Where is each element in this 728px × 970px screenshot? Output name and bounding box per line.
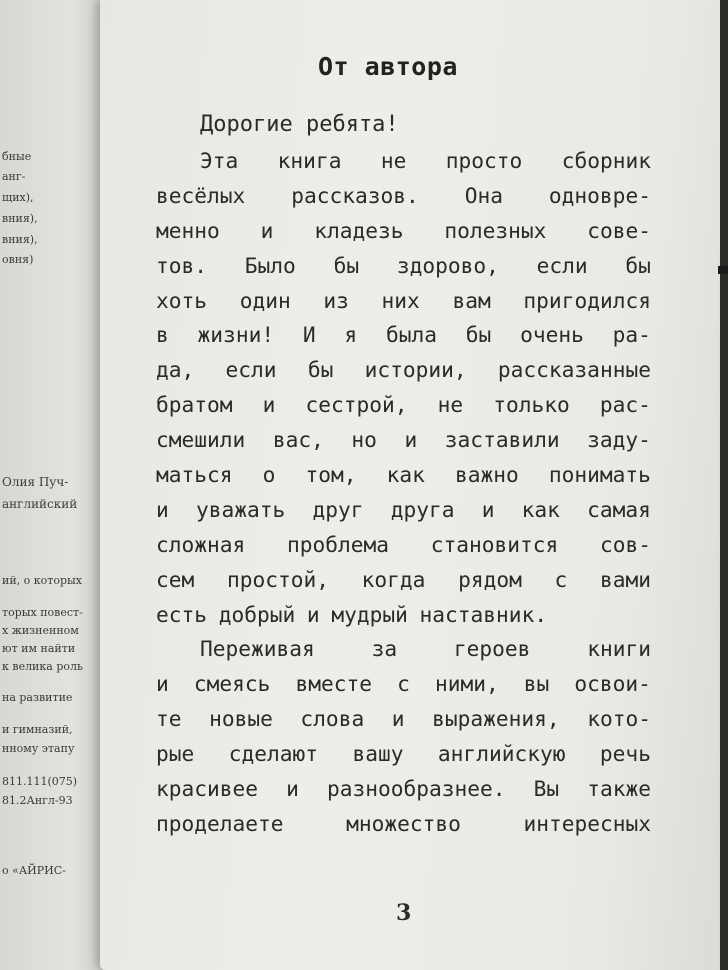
text-word: и <box>404 427 418 453</box>
text-word: в <box>156 322 169 348</box>
text-word: рассказанные <box>497 357 651 383</box>
text-word: братом <box>156 392 233 418</box>
text-word: здорово, <box>396 252 499 278</box>
left-page-fragment: к велика роль <box>2 660 83 673</box>
text-word: и <box>481 496 495 522</box>
page-number: 3 <box>396 900 412 926</box>
text-word: заставили <box>444 427 560 453</box>
text-word: да, <box>156 357 195 383</box>
text-word: множество <box>346 810 461 836</box>
text-word: те <box>156 706 182 732</box>
text-word: понимать <box>548 462 651 488</box>
text-line <box>156 563 651 598</box>
text-word: смеясь <box>193 671 271 697</box>
text-word: том, <box>305 462 357 488</box>
text-word: вашу <box>352 741 404 767</box>
text-word: Было <box>244 252 296 278</box>
text-word: тов. <box>156 252 208 278</box>
text-word: есть <box>156 601 208 627</box>
text-line <box>156 179 651 214</box>
text-word: как <box>386 462 425 488</box>
text-word: интересных <box>523 810 651 836</box>
text-word: кото- <box>587 706 651 732</box>
text-word: проблема <box>286 531 390 557</box>
text-word: рассказов. <box>291 182 419 208</box>
text-word: один <box>239 287 291 313</box>
text-word: друга <box>390 496 455 522</box>
text-word: освои- <box>574 671 651 697</box>
text-word: сове- <box>587 217 651 243</box>
text-line <box>156 388 651 423</box>
left-page-fragment: нному этапу <box>2 742 75 755</box>
text-word: но <box>351 427 377 453</box>
text-word: не <box>437 392 464 418</box>
text-word: только <box>493 392 570 418</box>
text-line <box>156 632 651 667</box>
text-line <box>156 807 651 842</box>
left-page-fragment: анг- <box>2 170 26 183</box>
text-word: сборник <box>561 148 651 173</box>
left-page-fragment: на развитие <box>2 691 73 704</box>
text-line <box>156 737 651 772</box>
text-word: вместе <box>295 671 373 697</box>
left-page-fragment: ий, о которых <box>2 574 82 587</box>
text-word: бы <box>625 252 651 278</box>
text-word: книга <box>277 148 342 173</box>
left-page-fragment: 811.111(075) <box>2 775 78 788</box>
text-word: наставник. <box>419 601 548 627</box>
text-line <box>156 423 651 458</box>
text-word: вами <box>599 566 651 592</box>
text-word: о <box>262 462 276 488</box>
text-word: Она <box>464 182 503 208</box>
left-page-fragment: о «АЙРИС- <box>2 864 66 877</box>
text-word: самая <box>587 496 651 522</box>
text-word: вы <box>523 671 550 697</box>
text-word: бы <box>307 357 334 383</box>
text-word: ра- <box>612 322 651 348</box>
text-word: маться <box>156 462 233 488</box>
text-word: вас, <box>272 427 324 453</box>
text-word: хоть <box>156 287 208 313</box>
text-word: была <box>385 322 437 348</box>
page-heading: От автора <box>318 52 458 81</box>
text-word: английскую <box>437 741 566 767</box>
text-line <box>156 353 651 388</box>
text-word: рядом <box>458 566 522 592</box>
text-line <box>156 318 651 353</box>
text-word: бы <box>465 322 492 348</box>
text-word: сем <box>156 566 195 592</box>
text-line <box>156 284 651 319</box>
text-word: и <box>260 217 274 243</box>
left-page-fragment: английский <box>2 497 78 511</box>
text-word: не <box>380 148 407 173</box>
text-word: Вы <box>533 776 560 802</box>
left-page-fragment: вния), <box>2 212 38 225</box>
text-word: разнообразнее. <box>326 776 506 802</box>
left-page-fragment: торых повест- <box>2 606 83 619</box>
text-word: новые <box>209 706 273 732</box>
text-word: полезных <box>444 217 547 243</box>
text-word: проделаете <box>156 810 284 836</box>
text-word: очень <box>520 322 584 348</box>
text-word: из <box>323 287 349 313</box>
text-word: я <box>344 322 358 348</box>
greeting-line: Дорогие ребята! <box>200 112 399 137</box>
text-word: одновре- <box>548 182 651 208</box>
text-word: героев <box>453 636 531 662</box>
text-word: кладезь <box>314 217 404 243</box>
text-word: и <box>286 776 299 802</box>
text-word: красивее <box>156 776 259 802</box>
text-word: и <box>262 392 276 418</box>
text-word: Переживая <box>200 636 315 662</box>
text-word: также <box>587 776 651 802</box>
left-page-fragment: ют им найти <box>2 642 76 655</box>
text-word: них <box>381 287 420 313</box>
text-word: ними, <box>434 671 499 697</box>
text-word: рые <box>156 741 195 767</box>
text-line <box>156 667 651 702</box>
text-word: истории, <box>364 357 467 383</box>
text-word: сделают <box>228 741 319 767</box>
text-word: как <box>521 496 560 522</box>
text-line <box>156 528 651 563</box>
text-word: рас- <box>599 392 651 418</box>
left-page-fragment: Олия Пуч- <box>2 475 69 489</box>
text-word: выражения, <box>432 706 560 732</box>
text-word: если <box>225 357 277 383</box>
text-word: с <box>554 566 568 592</box>
text-word: мудрый <box>331 601 408 627</box>
text-word: простой, <box>226 566 329 592</box>
text-line <box>156 214 651 249</box>
text-word: Эта <box>200 148 239 173</box>
left-page-fragment: бные <box>2 150 32 163</box>
text-line <box>156 144 651 179</box>
text-word: заду- <box>587 427 651 453</box>
right-shadow <box>720 0 728 970</box>
left-page-fragment: 81.2Англ-93 <box>2 794 73 807</box>
book-page <box>100 0 728 970</box>
text-line <box>156 493 651 528</box>
text-word: с <box>397 671 410 697</box>
text-word: и <box>391 706 405 732</box>
text-word: и <box>156 671 169 697</box>
text-word: уважать <box>195 496 286 522</box>
text-line <box>156 458 651 493</box>
left-page-fragment: овня) <box>2 253 34 266</box>
left-page-fragment: и гимназий, <box>2 723 73 736</box>
text-word: вам <box>452 287 491 313</box>
text-word: за <box>371 636 398 662</box>
text-word: речь <box>599 741 651 767</box>
text-word: важно <box>455 462 519 488</box>
text-word: книги <box>587 636 651 662</box>
text-line <box>156 702 651 737</box>
text-word: бы <box>333 252 360 278</box>
text-line <box>156 249 651 284</box>
text-line <box>156 598 651 633</box>
text-word: жизни! <box>197 322 275 348</box>
right-edge-mark <box>718 266 728 274</box>
text-word: пригодился <box>523 287 651 313</box>
text-word: весёлых <box>156 182 246 208</box>
text-word: И <box>302 322 316 348</box>
text-word: слова <box>300 706 365 732</box>
left-page-fragment: щих), <box>2 191 34 204</box>
text-word: сестрой, <box>305 392 408 418</box>
text-word: когда <box>361 566 426 592</box>
text-word: менно <box>156 217 220 243</box>
body-text <box>156 144 651 842</box>
text-line <box>156 772 651 807</box>
left-page-fragment: х жизненном <box>2 624 79 637</box>
text-word: просто <box>445 148 523 173</box>
text-word: добрый <box>218 601 296 627</box>
text-word: становится <box>430 531 559 557</box>
left-page-fragment: вния), <box>2 233 38 246</box>
text-word: и <box>156 496 169 522</box>
text-word: если <box>536 252 588 278</box>
text-word: и <box>306 601 320 627</box>
text-word: смешили <box>156 427 246 453</box>
text-word: друг <box>312 496 364 522</box>
text-word: сложная <box>156 531 246 557</box>
text-word: сов- <box>599 531 651 557</box>
